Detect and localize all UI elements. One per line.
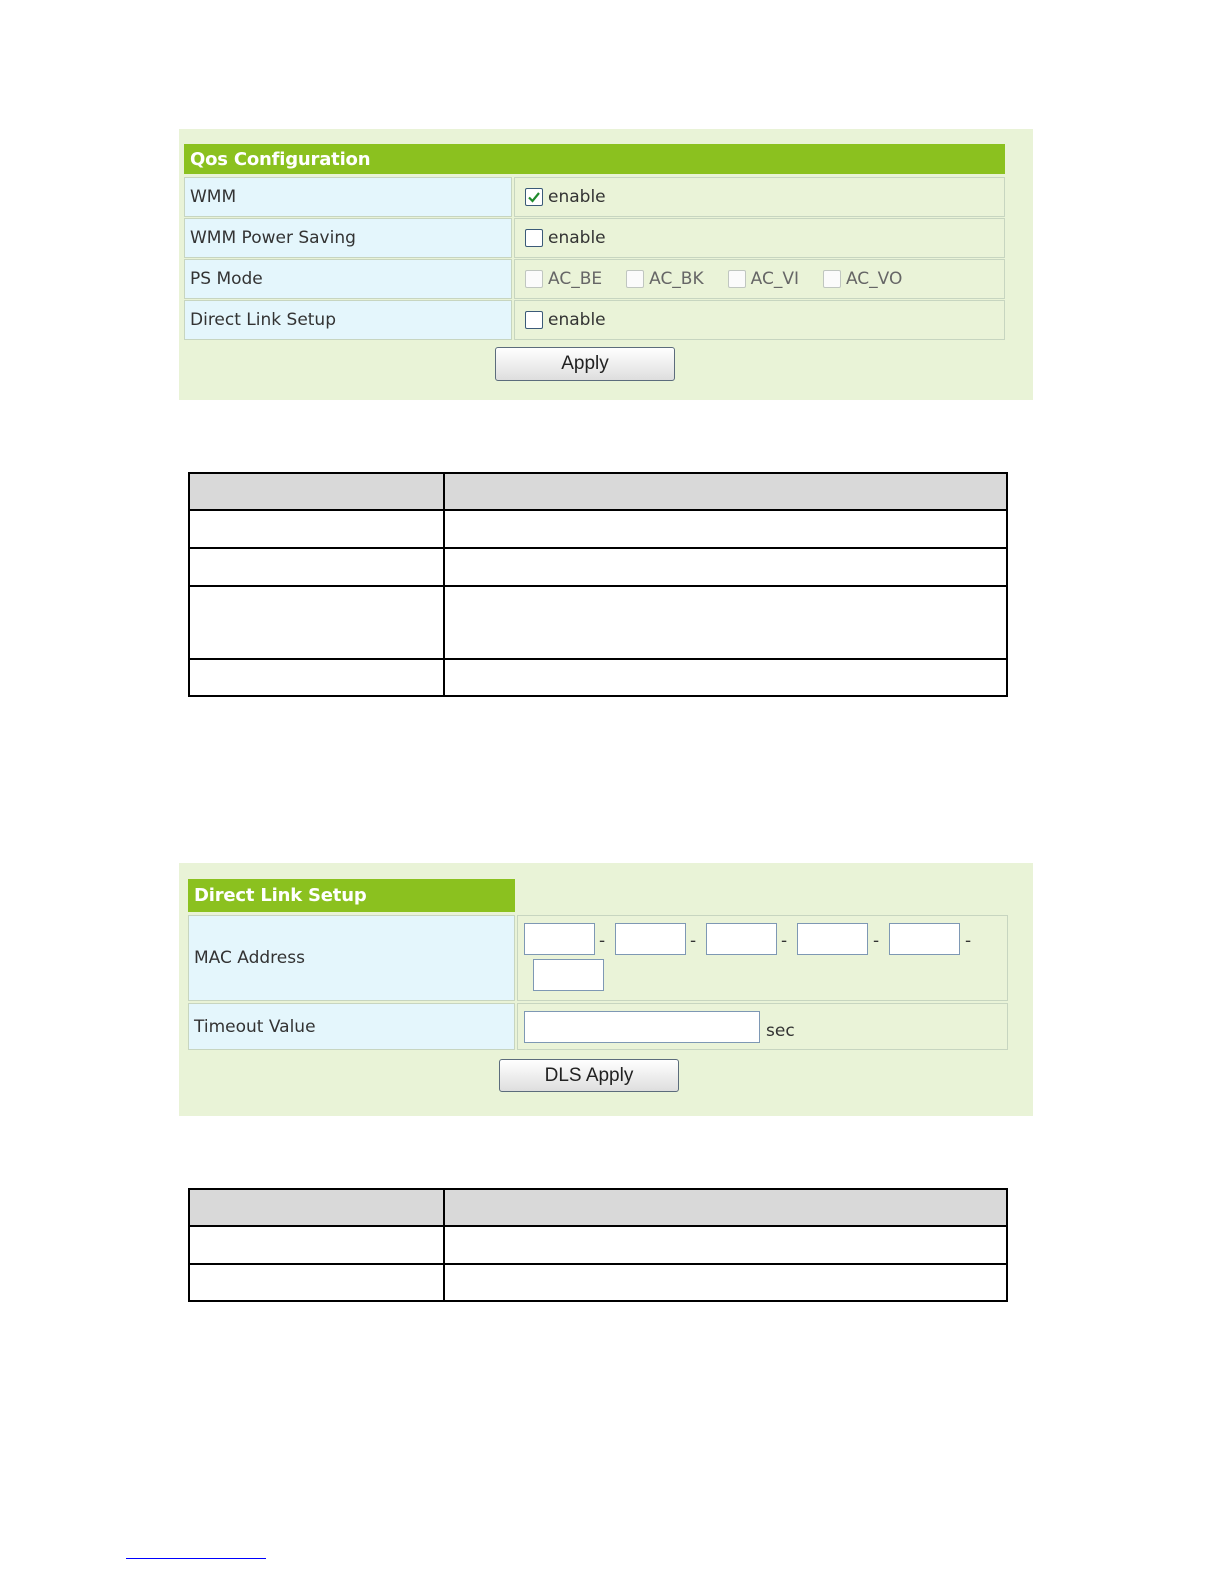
direct-link-setup-value-cell	[514, 300, 1005, 340]
mac-separator: -	[873, 931, 880, 951]
qos-panel-title: Qos Configuration	[184, 144, 1005, 174]
ac-vi-checkbox[interactable]	[728, 270, 746, 288]
table-header-cell	[189, 1189, 444, 1226]
wmm-label: WMM	[184, 177, 512, 217]
mac-octet-5-input[interactable]	[889, 923, 960, 955]
table-cell	[444, 510, 1007, 548]
qos-description-table	[188, 472, 1008, 697]
mac-octet-3-input[interactable]	[706, 923, 777, 955]
table-row	[189, 659, 1007, 696]
wmm-power-saving-value-cell	[514, 218, 1005, 258]
wmm-enable-checkbox[interactable]	[525, 188, 543, 206]
ac-be-text: AC_BE	[548, 269, 603, 289]
ps-mode-ac-bk-option[interactable]	[626, 269, 704, 289]
table-cell	[189, 659, 444, 696]
mac-separator: -	[965, 931, 972, 951]
ac-vi-text: AC_VI	[750, 269, 799, 289]
table-cell	[189, 1226, 444, 1264]
mac-separator: -	[599, 931, 606, 951]
table-cell	[189, 548, 444, 586]
wmm-power-saving-checkbox[interactable]	[525, 229, 543, 247]
direct-link-setup-enable-text: enable	[548, 310, 606, 330]
ac-bk-text: AC_BK	[649, 269, 704, 289]
direct-link-setup-panel	[179, 863, 1033, 1116]
timeout-value-input[interactable]	[524, 1011, 760, 1043]
apply-button[interactable]: Apply	[495, 347, 675, 381]
mac-address-label: MAC Address	[188, 915, 515, 1001]
table-header-cell	[189, 473, 444, 510]
ac-vo-text: AC_VO	[845, 269, 903, 289]
table-row	[189, 586, 1007, 659]
mac-separator: -	[690, 931, 697, 951]
dls-panel-title: Direct Link Setup	[188, 879, 515, 912]
wmm-power-saving-enable-text: enable	[548, 228, 606, 248]
direct-link-setup-enable-option[interactable]	[525, 310, 606, 330]
wmm-power-saving-enable-option[interactable]	[525, 228, 606, 248]
table-cell	[444, 1264, 1007, 1301]
ps-mode-ac-vi-option[interactable]	[728, 269, 799, 289]
qos-configuration-panel	[179, 129, 1033, 400]
mac-octet-4-input[interactable]	[797, 923, 868, 955]
table-cell	[444, 548, 1007, 586]
ps-mode-ac-vo-option[interactable]	[823, 269, 902, 289]
table-header-row	[189, 1189, 1007, 1226]
ps-mode-label: PS Mode	[184, 259, 512, 299]
mac-octet-1-input[interactable]	[524, 923, 595, 955]
timeout-unit: sec	[766, 1020, 795, 1041]
table-cell	[189, 510, 444, 548]
ac-be-checkbox[interactable]	[525, 270, 543, 288]
mac-separator: -	[781, 931, 788, 951]
wmm-enable-option[interactable]	[525, 187, 606, 207]
timeout-value-cell	[517, 1003, 1008, 1050]
wmm-power-saving-label: WMM Power Saving	[184, 218, 512, 258]
ac-vo-checkbox[interactable]	[823, 270, 841, 288]
direct-link-setup-checkbox[interactable]	[525, 311, 543, 329]
direct-link-setup-label: Direct Link Setup	[184, 300, 512, 340]
table-cell	[444, 1226, 1007, 1264]
checkmark-icon	[527, 190, 541, 204]
table-row	[189, 548, 1007, 586]
footnote-rule	[126, 1558, 266, 1559]
table-header-row	[189, 473, 1007, 510]
table-row	[189, 1264, 1007, 1301]
ps-mode-value-cell	[514, 259, 1005, 299]
wmm-enable-text: enable	[548, 187, 606, 207]
table-cell	[444, 586, 1007, 659]
table-header-cell	[444, 1189, 1007, 1226]
ac-bk-checkbox[interactable]	[626, 270, 644, 288]
table-row	[189, 1226, 1007, 1264]
mac-octet-6-input[interactable]	[533, 959, 604, 991]
ps-mode-ac-be-option[interactable]	[525, 269, 602, 289]
timeout-value-label: Timeout Value	[188, 1003, 515, 1050]
mac-octet-2-input[interactable]	[615, 923, 686, 955]
dls-description-table	[188, 1188, 1008, 1302]
dls-apply-button[interactable]: DLS Apply	[499, 1059, 679, 1092]
table-cell	[189, 1264, 444, 1301]
table-cell	[189, 586, 444, 659]
table-header-cell	[444, 473, 1007, 510]
wmm-value-cell	[514, 177, 1005, 217]
table-row	[189, 510, 1007, 548]
table-cell	[444, 659, 1007, 696]
